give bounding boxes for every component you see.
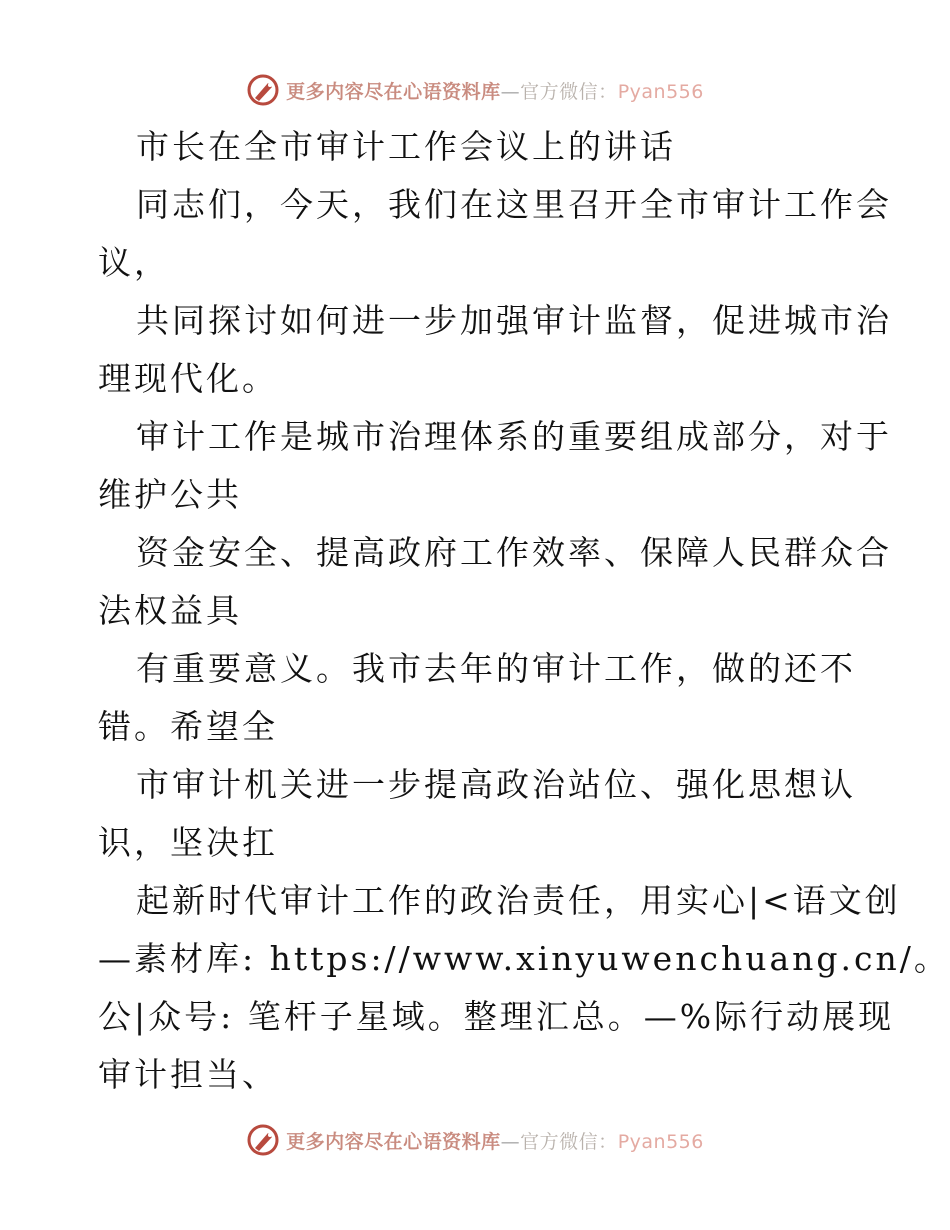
paragraph-line: 起新时代审计工作的政治责任，用实心|<语文创 (136, 881, 901, 920)
watermark-header (0, 70, 950, 110)
watermark-wechat-id: Pyan556 (617, 80, 704, 103)
watermark-wechat-id: Pyan556 (617, 1130, 704, 1153)
paragraph-line: 审计工作是城市治理体系的重要组成部分，对于 (136, 417, 892, 456)
watermark-brand: 更多内容尽在心语资料库 (286, 1130, 501, 1153)
watermark-wechat-label: 官方微信： (520, 80, 618, 103)
paragraph-line: 识，坚决扛 (98, 823, 278, 862)
paragraph-line: 公|众号: 笔杆子星域。整理汇总。—%际行动展现 (98, 997, 895, 1036)
pen-logo-icon (246, 73, 280, 107)
paragraph-line: —素材库: https://www.xinyuwenchuang.cn/。 (98, 939, 950, 978)
watermark-wechat-label: 官方微信： (520, 1130, 618, 1153)
watermark-footer (0, 1120, 950, 1160)
watermark-text (286, 1127, 704, 1154)
paragraph-line: 共同探讨如何进一步加强审计监督，促进城市治 (136, 301, 892, 340)
paragraph-line: 维护公共 (98, 475, 242, 514)
watermark-brand: 更多内容尽在心语资料库 (286, 80, 501, 103)
paragraph-line: 同志们，今天，我们在这里召开全市审计工作会 (136, 185, 892, 224)
paragraph-line: 议， (98, 243, 170, 282)
watermark-dash: — (500, 80, 521, 103)
paragraph-line: 理现代化。 (98, 359, 278, 398)
paragraph-line: 法权益具 (98, 591, 242, 630)
watermark-text (286, 77, 704, 104)
paragraph-line: 错。希望全 (98, 707, 278, 746)
paragraph-line: 资金安全、提高政府工作效率、保障人民群众合 (136, 533, 892, 572)
document-title: 市长在全市审计工作会议上的讲话 (136, 127, 676, 166)
paragraph-line: 审计担当、 (98, 1055, 278, 1094)
paragraph-line: 有重要意义。我市去年的审计工作，做的还不 (136, 649, 856, 688)
watermark-dash: — (500, 1130, 521, 1153)
paragraph-line: 市审计机关进一步提高政治站位、强化思想认 (136, 765, 856, 804)
document-body (98, 118, 950, 1104)
pen-logo-icon (246, 1123, 280, 1157)
